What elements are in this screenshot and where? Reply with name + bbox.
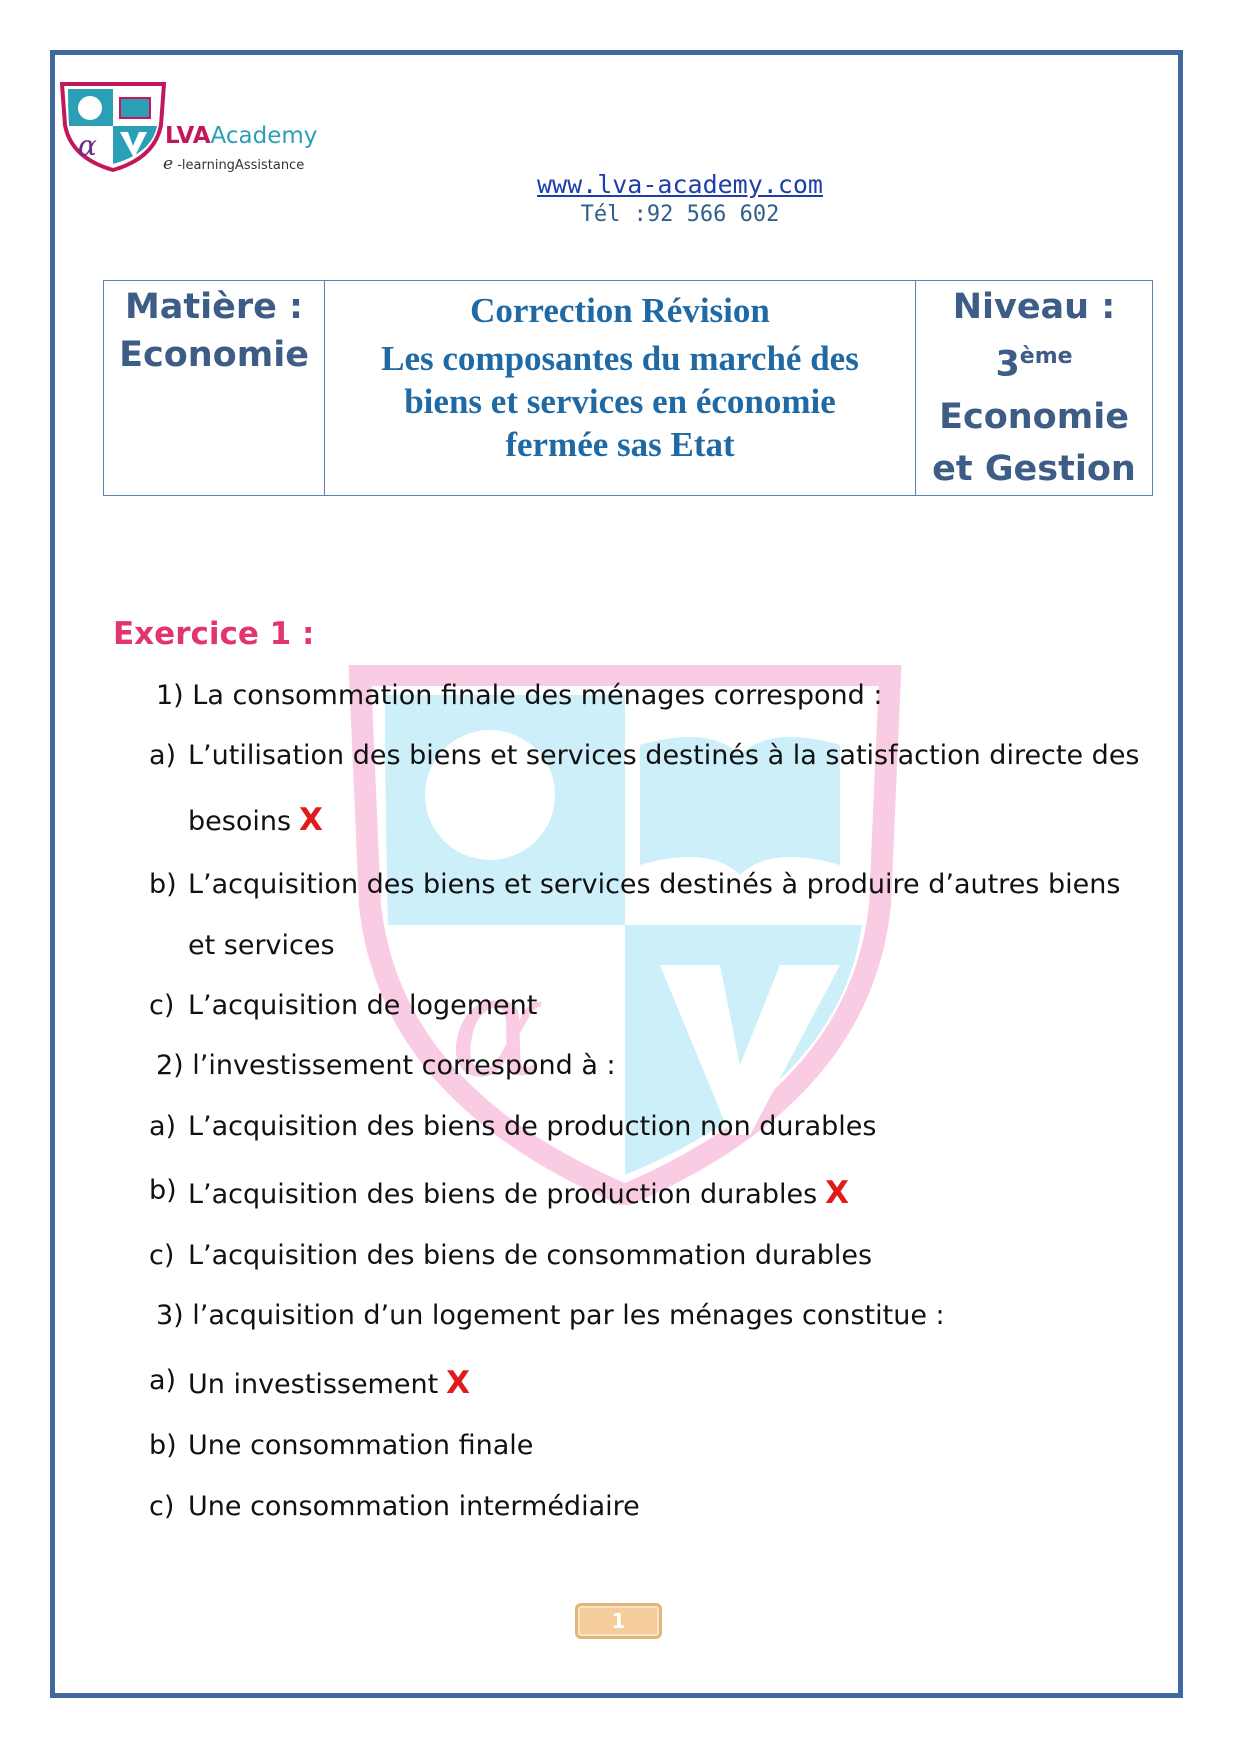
answer-mark: X xyxy=(299,802,323,838)
option-text: et services xyxy=(188,930,335,961)
option-text: L’acquisition des biens de production durables xyxy=(188,1179,818,1210)
subject-cell xyxy=(104,281,325,496)
option-letter: a) xyxy=(149,740,177,771)
question-label: 1) La consommation finale des ménages correspond : xyxy=(156,680,883,711)
level-number-value: 3 xyxy=(995,344,1020,385)
title-cell xyxy=(325,281,916,496)
level-cell xyxy=(916,281,1153,496)
option-text: L’acquisition des biens de consommation durables xyxy=(188,1240,873,1271)
option-letter: c) xyxy=(149,1240,175,1271)
question-label: 3) l’acquisition d’un logement par les ménages constitue : xyxy=(156,1300,945,1331)
option-text: besoins xyxy=(188,806,292,837)
exercise-title: Exercice 1 : xyxy=(113,616,315,652)
option-letter: b) xyxy=(149,869,177,900)
svg-text:α: α xyxy=(78,129,97,162)
option-letter: a) xyxy=(149,1365,177,1396)
option-letter: c) xyxy=(149,1491,175,1522)
subject-label: Matière : xyxy=(124,287,304,327)
option-letter: b) xyxy=(149,1430,177,1461)
option-text: Un investissement xyxy=(188,1369,439,1400)
option-letter: c) xyxy=(149,990,175,1021)
brand-name xyxy=(165,123,317,149)
option-letter: a) xyxy=(149,1111,177,1142)
brand-e-letter: e xyxy=(163,154,174,174)
level-line: Economie xyxy=(939,396,1129,437)
subtitle-line: Les composantes du marché des xyxy=(381,339,859,378)
subtitle-line: biens et services en économie xyxy=(404,382,836,421)
phone-number: Tél :92 566 602 xyxy=(580,202,780,227)
brand-lva: LVA xyxy=(165,123,211,149)
header-table xyxy=(103,280,1153,496)
level-label: Niveau : xyxy=(952,287,1116,327)
option-text-continued xyxy=(188,802,323,838)
option-text: L’acquisition des biens de production non durables xyxy=(188,1111,877,1142)
document-title: Correction Révision xyxy=(470,291,770,330)
brand-academy: Academy xyxy=(210,123,318,149)
option-text: L’acquisition de logement xyxy=(188,990,538,1021)
website-link[interactable]: www.lva-academy.com xyxy=(537,170,823,199)
option-text-marked xyxy=(188,1365,470,1401)
lva-academy-logo xyxy=(58,80,168,172)
level-sup: ème xyxy=(1019,344,1073,369)
brand-tagline-text: -learningAssistance xyxy=(177,158,305,173)
answer-mark: X xyxy=(825,1175,850,1211)
level-number xyxy=(916,331,1152,391)
page-number-badge: 1 xyxy=(575,1603,662,1639)
question-label: 2) l’investissement correspond à : xyxy=(156,1050,616,1081)
answer-mark: X xyxy=(446,1365,471,1401)
option-text: L’utilisation des biens et services destinés à la satisfaction directe des xyxy=(188,740,1140,771)
svg-text:α: α xyxy=(450,946,545,1109)
option-text-marked xyxy=(188,1175,849,1211)
subtitle-line: fermée sas Etat xyxy=(505,425,735,464)
document-subtitle xyxy=(325,337,915,466)
option-letter: b) xyxy=(149,1175,177,1206)
option-text: L’acquisition des biens et services destinés à produire d’autres biens xyxy=(188,869,1121,900)
option-text: Une consommation intermédiaire xyxy=(188,1491,640,1522)
option-text: Une consommation finale xyxy=(188,1430,534,1461)
subject-value: Economie xyxy=(119,335,309,375)
level-line: et Gestion xyxy=(932,448,1136,489)
